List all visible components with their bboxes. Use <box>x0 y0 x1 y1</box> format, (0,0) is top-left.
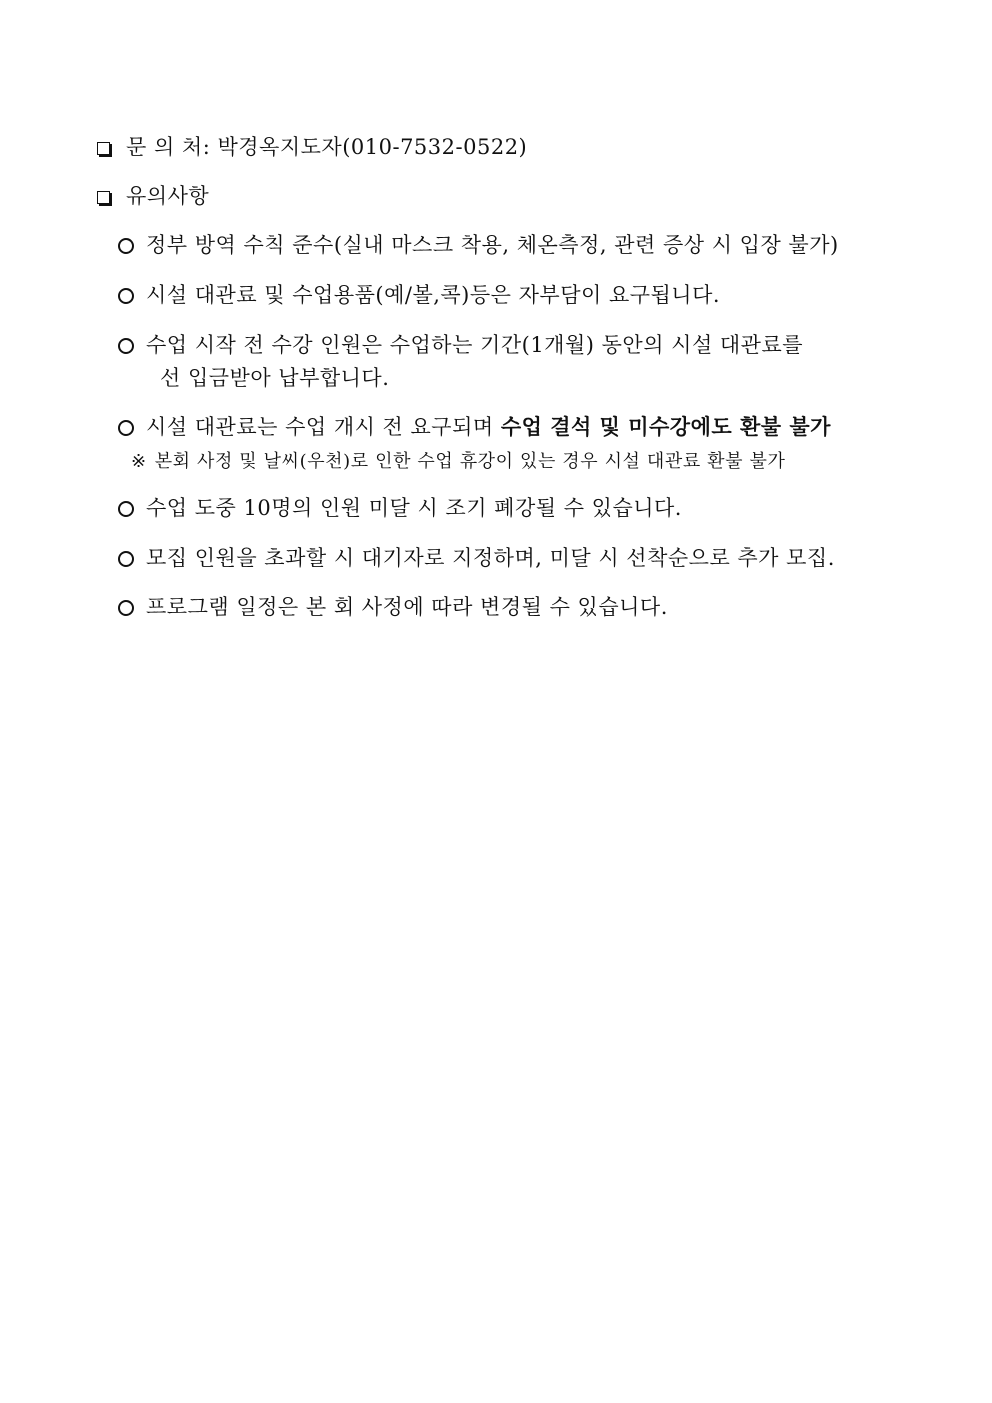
circle-bullet-icon <box>118 551 134 567</box>
square-bullet-icon <box>97 142 110 155</box>
note-text-emphasis: 수업 결석 및 미수강에도 환불 불가 <box>500 414 831 439</box>
circle-bullet-icon <box>118 600 134 616</box>
note-item-2 <box>118 281 720 309</box>
note-text: 수업 시작 전 수강 인원은 수업하는 기간(1개월) 동안의 시설 대관료를 <box>146 333 804 357</box>
note-text: 선 입금받아 납부합니다. <box>160 366 390 390</box>
note-text: 프로그램 일정은 본 회 사정에 따라 변경될 수 있습니다. <box>146 595 668 619</box>
circle-bullet-icon <box>118 501 134 517</box>
note-text: 시설 대관료 및 수업용품(예/볼,콕)등은 자부담이 요구됩니다. <box>146 283 721 307</box>
square-bullet-icon <box>97 191 110 204</box>
circle-bullet-icon <box>118 238 134 254</box>
note-item-3-continuation <box>160 364 389 392</box>
note-item-4-reference <box>131 448 785 476</box>
note-item-6 <box>118 544 835 572</box>
note-text: 정부 방역 수칙 준수(실내 마스크 착용, 체온측정, 관련 증상 시 입장 불가) <box>146 233 839 257</box>
note-item-4 <box>118 413 831 441</box>
note-item-3 <box>118 331 803 359</box>
note-text: 수업 도중 10명의 인원 미달 시 조기 폐강될 수 있습니다. <box>146 496 682 520</box>
contact-value: 박경옥지도자(010-7532-0522) <box>217 135 528 159</box>
contact-label: 문 의 처: <box>126 135 211 159</box>
note-text: 모집 인원을 초과할 시 대기자로 지정하며, 미달 시 선착순으로 추가 모집. <box>146 546 835 570</box>
circle-bullet-icon <box>118 420 134 436</box>
note-item-7 <box>118 593 668 621</box>
reference-mark: ※ <box>131 451 147 472</box>
contact-line <box>97 133 527 161</box>
reference-text: 본회 사정 및 날씨(우천)로 인한 수업 휴강이 있는 경우 시설 대관료 환불 불가 <box>154 451 786 472</box>
note-item-1 <box>118 231 839 259</box>
circle-bullet-icon <box>118 338 134 354</box>
notes-heading-text: 유의사항 <box>126 184 210 208</box>
note-text: 시설 대관료는 수업 개시 전 요구되며 <box>146 415 501 439</box>
note-item-5 <box>118 494 682 522</box>
circle-bullet-icon <box>118 288 134 304</box>
notes-heading <box>97 182 209 210</box>
